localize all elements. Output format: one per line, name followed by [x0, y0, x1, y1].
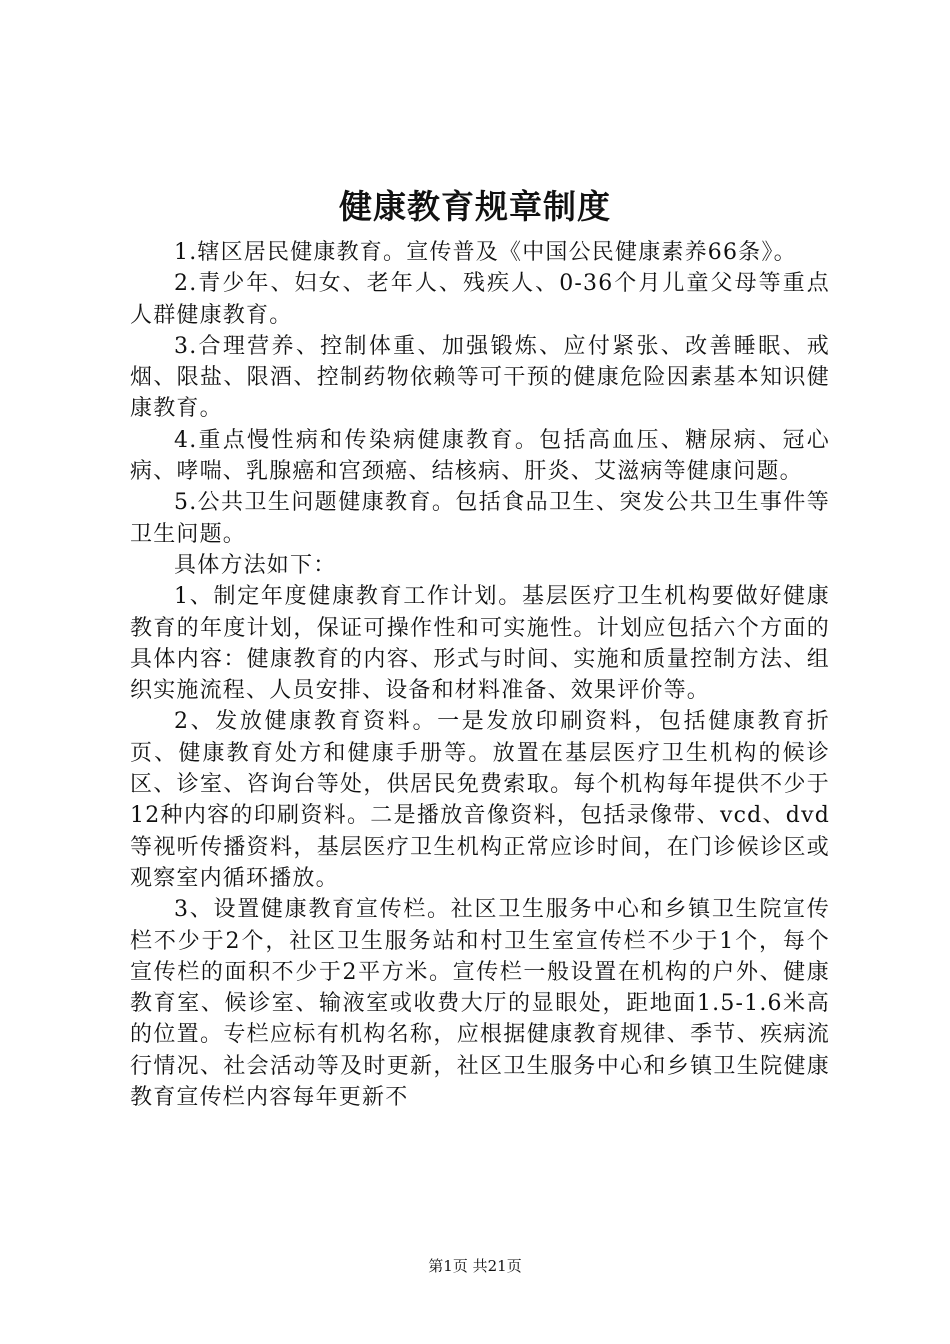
paragraph: 5.公共卫生问题健康教育。包括食品卫生、突发公共卫生事件等卫生问题。	[130, 490, 830, 547]
paragraph: 3.合理营养、控制体重、加强锻炼、应付紧张、改善睡眠、戒烟、限盐、限酒、控制药物依赖等可干预的健康危险因素基本知识健康教育。	[130, 333, 830, 422]
paragraph: 2、发放健康教育资料。一是发放印刷资料，包括健康教育折页、健康教育处方和健康手册等。放置在基层医疗卫生机构的候诊区、诊室、咨询台等处，供居民免费索取。每个机构每年提供不少于12种内容的印刷资料。二是播放音像资料，包括录像带、vcd、dvd等视听传播资料，基层医疗卫生机构正常应诊时间，在门诊候诊区或观察室内循环播放。	[130, 709, 830, 891]
paragraph: 1、制定年度健康教育工作计划。基层医疗卫生机构要做好健康教育的年度计划，保证可操作性和可实施性。计划应包括六个方面的具体内容：健康教育的内容、形式与时间、实施和质量控制方法、组织实施流程、人员安排、设备和材料准备、效果评价等。	[130, 584, 830, 704]
paragraph: 具体方法如下：	[174, 552, 337, 578]
paragraph: 3、设置健康教育宣传栏。社区卫生服务中心和乡镇卫生院宣传栏不少于2个，社区卫生服务站和村卫生室宣传栏不少于1个，每个宣传栏的面积不少于2平方米。宣传栏一般设置在机构的户外、健康教育室、候诊室、输液室或收费大厅的显眼处，距地面1.5-1.6米高的位置。专栏应标有机构名称，应根据健康教育规律、季节、疾病流行情况、社会活动等及时更新，社区卫生服务中心和乡镇卫生院健康教育宣传栏内容每年更新不	[130, 897, 830, 1111]
paragraph: 2.青少年、妇女、老年人、残疾人、0-36个月儿童父母等重点人群健康教育。	[130, 271, 830, 328]
paragraph: 1.辖区居民健康教育。宣传普及《中国公民健康素养66条》。	[174, 240, 797, 265]
paragraph: 4.重点慢性病和传染病健康教育。包括高血压、糖尿病、冠心病、哮喘、乳腺癌和宫颈癌、结核病、肝炎、艾滋病等健康问题。	[130, 427, 830, 485]
page-footer: 第1页 共21页	[428, 1257, 522, 1275]
document-body	[130, 237, 830, 1113]
document-title: 健康教育规章制度	[339, 187, 611, 226]
